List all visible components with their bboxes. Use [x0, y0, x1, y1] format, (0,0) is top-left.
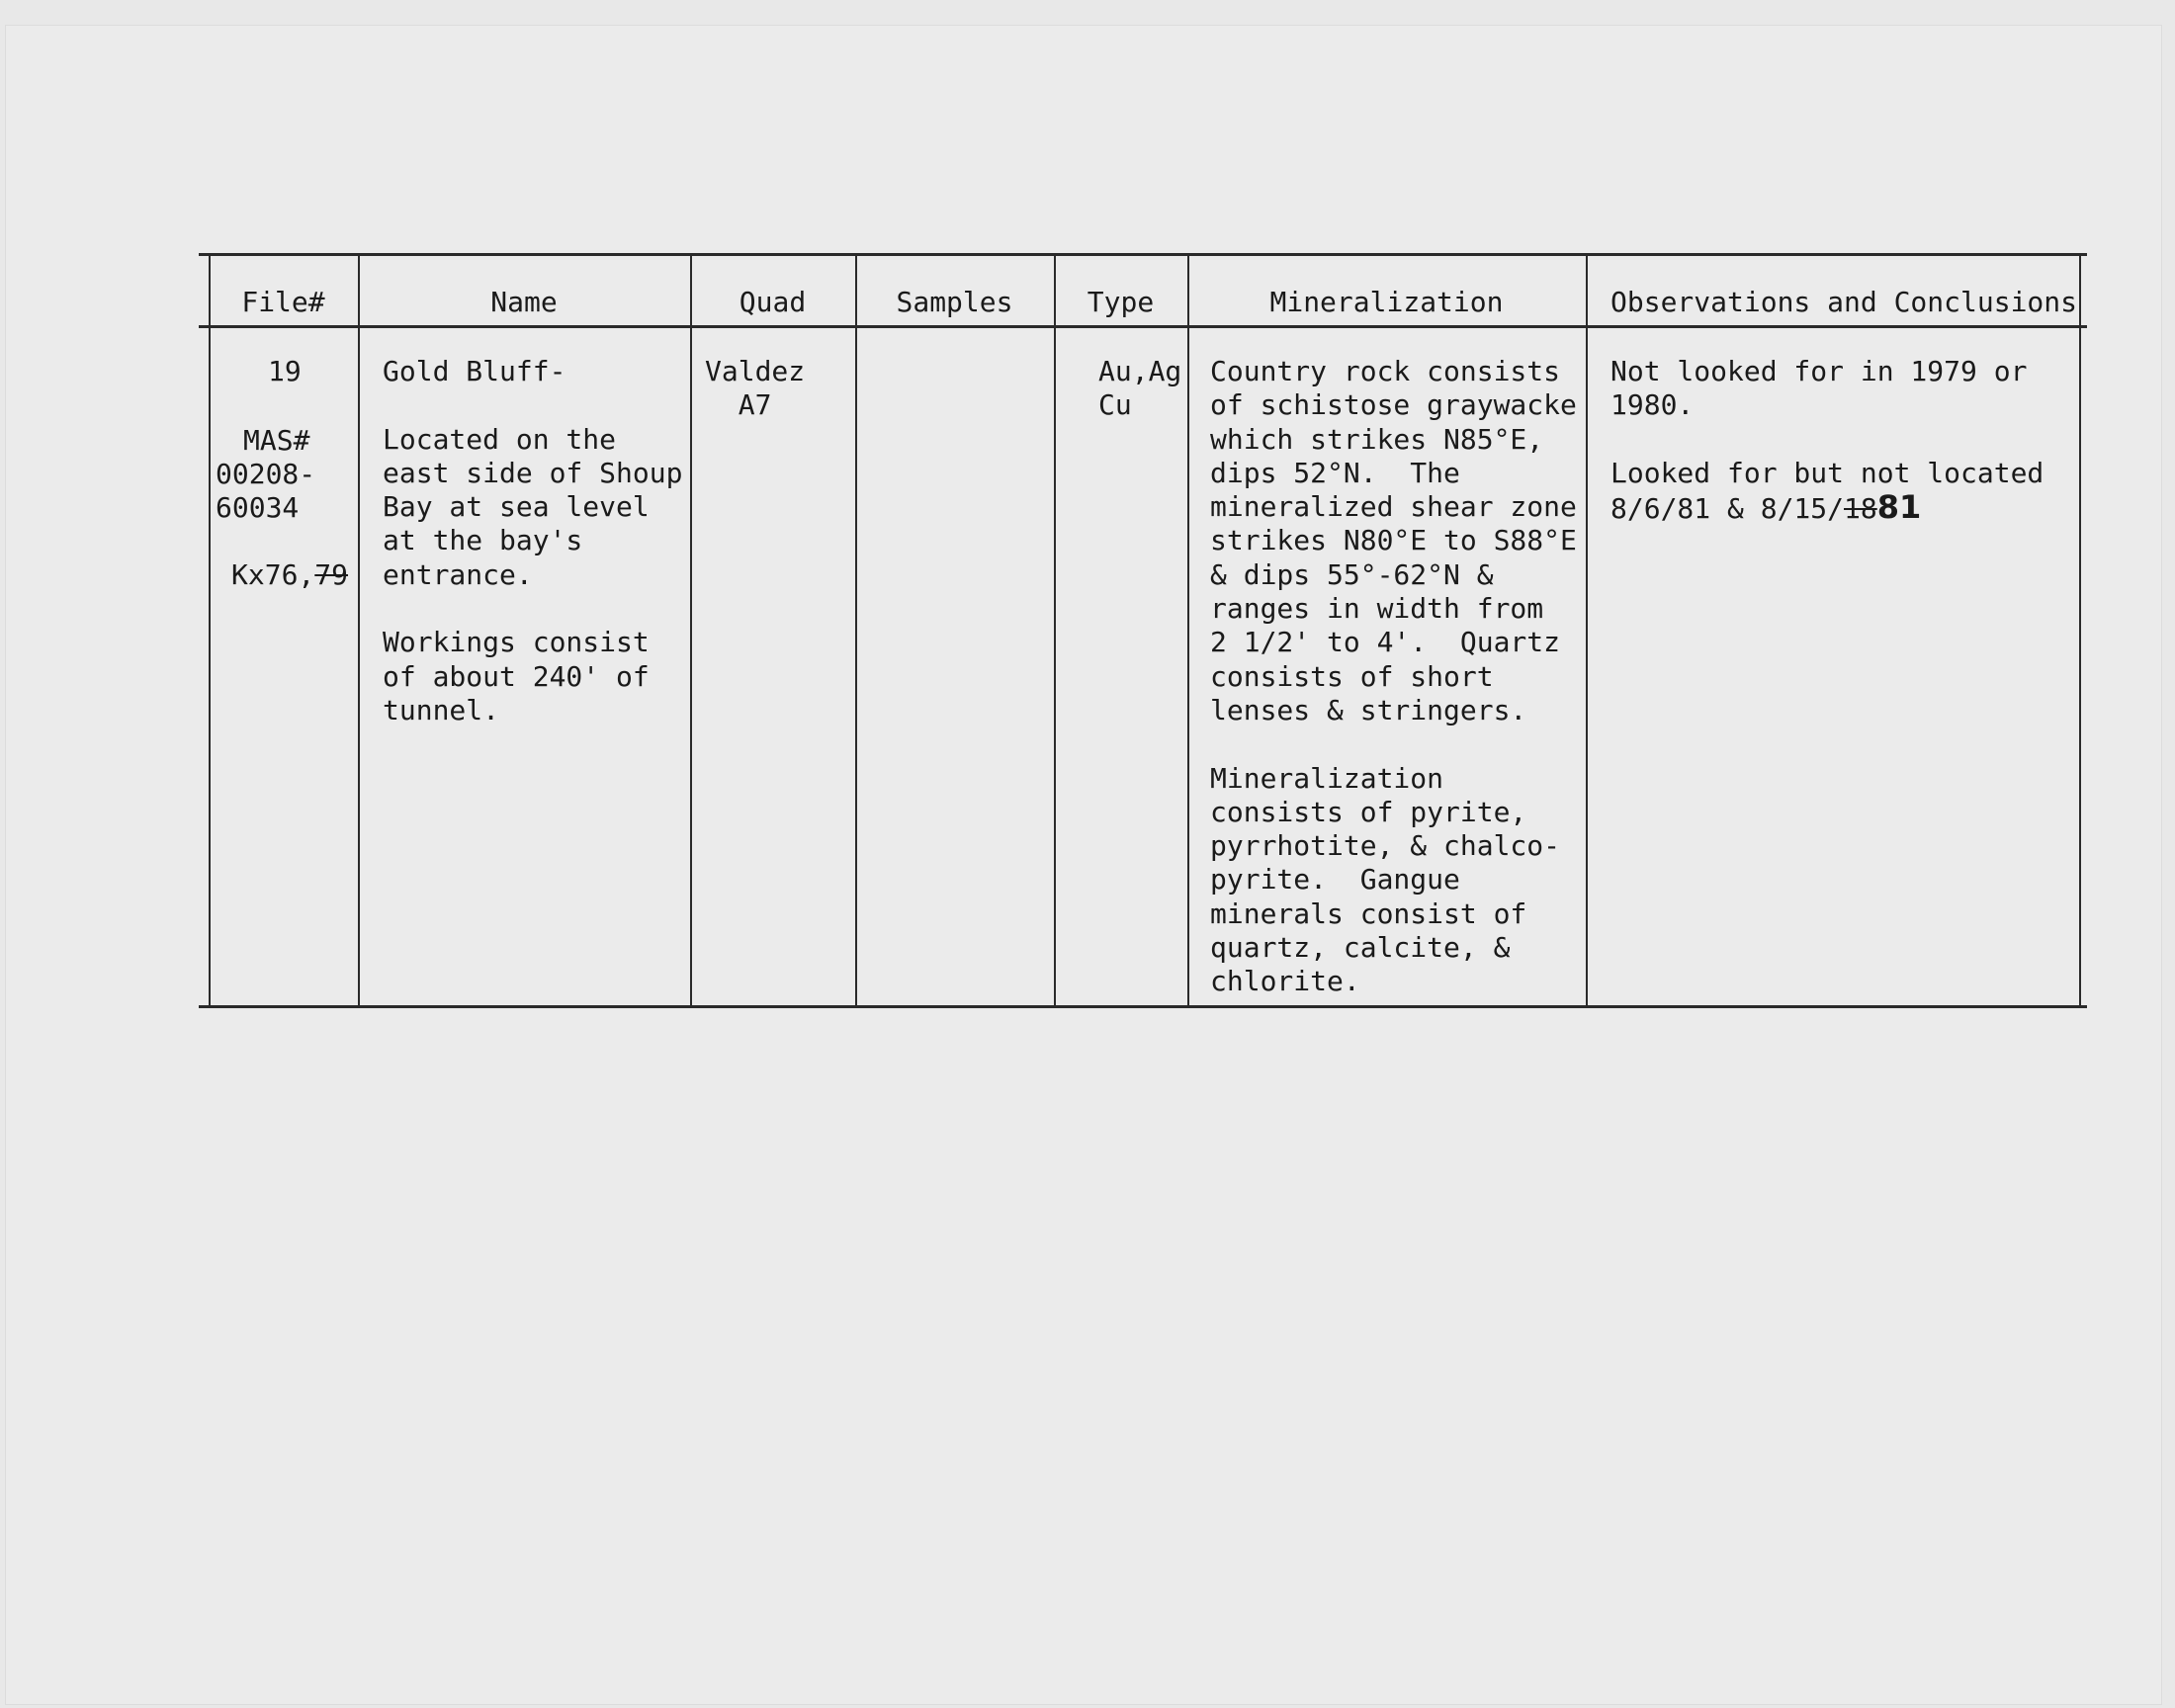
name-line: Located on the [383, 422, 617, 456]
mineralization-line: minerals consist of [1210, 897, 1527, 930]
mineralization-line: of schistose graywacke [1210, 388, 1577, 422]
header-file: File# [241, 286, 325, 318]
mineralization-line: pyrite. Gangue [1210, 863, 1460, 897]
column-divider [690, 256, 692, 1005]
quad-line: Valdez [705, 355, 806, 387]
mineralization-line: & dips 55°-62°N & [1210, 557, 1494, 591]
observations-line: Looked for but not located [1610, 456, 2044, 489]
mineralization-line: ranges in width from [1210, 592, 1544, 626]
quad-line: A7 [738, 388, 772, 422]
mas-number-part-1: 00208- [216, 458, 316, 490]
type-line: Au,Ag [1098, 355, 1182, 387]
observations-date-prefix: 8/6/81 & 8/15/ [1610, 492, 1845, 525]
type-cell [1098, 355, 1181, 423]
header-type: Type [1087, 286, 1155, 318]
column-divider [1054, 256, 1056, 1005]
observations-line: Not looked for in 1979 or [1610, 355, 2028, 387]
mineralization-line: which strikes N85°E, [1210, 422, 1544, 456]
kx-reference [231, 558, 348, 592]
observations-date-line [1610, 490, 1921, 526]
mineralization-line: quartz, calcite, & [1210, 931, 1511, 965]
column-divider [358, 256, 360, 1005]
mineralization-line: consists of pyrite, [1210, 795, 1527, 828]
header-samples: Samples [896, 286, 1013, 318]
column-divider [2079, 256, 2081, 1005]
column-divider [1187, 256, 1189, 1005]
header-mineralization: Mineralization [1269, 286, 1504, 318]
mineralization-line: Country rock consists [1210, 355, 1561, 387]
type-line: Cu [1098, 388, 1132, 422]
mineralization-line: consists of short [1210, 659, 1494, 693]
name-line: Workings consist [383, 626, 650, 659]
column-divider [209, 256, 211, 1005]
name-line: entrance. [383, 557, 533, 591]
mineralization-line: 2 1/2' to 4'. Quartz [1210, 626, 1561, 659]
name-cell [383, 355, 682, 727]
handwritten-year-correction: 81 [1876, 488, 1922, 526]
mineralization-line: strikes N80°E to S88°E [1210, 524, 1577, 557]
header-divider [199, 325, 2087, 328]
name-line: east side of Shoup [383, 456, 683, 489]
document-sheet [6, 26, 2161, 1704]
kx-struck-year: 79 [314, 558, 349, 591]
name-line [383, 592, 682, 626]
mineralization-line: chlorite. [1210, 965, 1360, 998]
header-name: Name [490, 286, 558, 318]
observations-line [1610, 423, 2044, 457]
observations-cell [1610, 355, 2044, 490]
mineralization-line: mineralized shear zone [1210, 490, 1577, 524]
mas-label: MAS# [243, 424, 310, 457]
mineralization-line: Mineralization [1210, 761, 1444, 795]
name-line: Bay at sea level [383, 490, 650, 524]
file-number: 19 [268, 355, 302, 387]
column-divider [1586, 256, 1588, 1005]
name-line: at the bay's [383, 524, 583, 557]
kx-prefix: Kx76, [231, 558, 315, 591]
header-quad: Quad [739, 286, 807, 318]
mineralization-line: dips 52°N. The [1210, 456, 1460, 489]
quad-cell [705, 355, 805, 423]
mineralization-line [1210, 727, 1577, 761]
observations-date-struck: 18 [1844, 492, 1877, 525]
name-line [383, 388, 682, 422]
name-line: of about 240' of [383, 659, 650, 693]
prospect-table [199, 253, 2087, 1008]
mineralization-line: lenses & stringers. [1210, 693, 1527, 726]
observations-line: 1980. [1610, 388, 1695, 422]
mineralization-cell [1210, 355, 1577, 999]
name-line: Gold Bluff- [383, 355, 566, 387]
mas-number-part-2: 60034 [216, 491, 300, 524]
mineralization-line: pyrrhotite, & chalco- [1210, 829, 1561, 863]
header-observations: Observations and Conclusions [1610, 286, 2078, 318]
name-line: tunnel. [383, 693, 500, 726]
column-divider [855, 256, 857, 1005]
